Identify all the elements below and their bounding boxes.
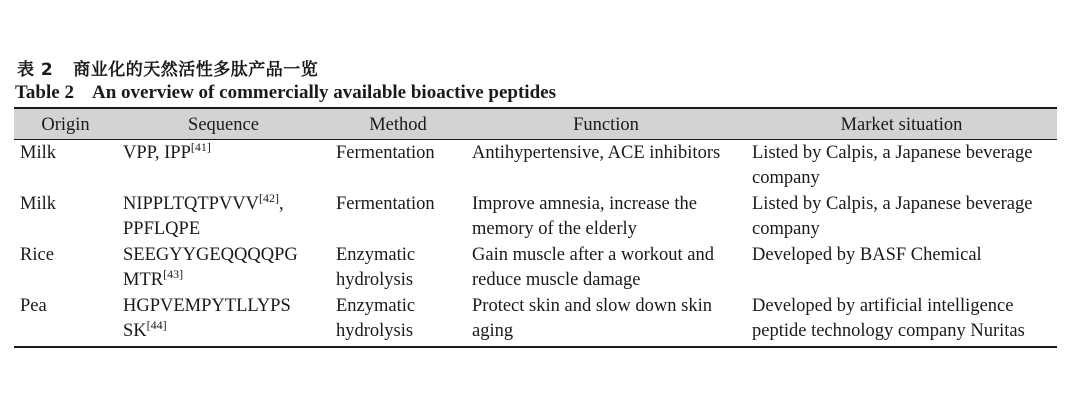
citation-ref: [41]: [190, 140, 211, 154]
caption-en-label: Table 2: [15, 82, 74, 103]
sequence-text: VPP, IPP: [123, 143, 191, 163]
caption-cn-text: 商业化的天然活性多肽产品一览: [73, 60, 319, 80]
cell-method: Fermentation: [336, 143, 435, 163]
cell-method: Enzymatic hydrolysis: [330, 293, 466, 347]
table-caption-chinese: [17, 55, 318, 80]
cell-method: Fermentation: [336, 194, 435, 214]
sequence-text: NIPPLTQTPVVV: [123, 194, 260, 214]
peptide-table: [14, 107, 1057, 348]
citation-ref: [44]: [146, 318, 167, 332]
cell-sequence: [117, 140, 330, 192]
header-market-situation: Market situation: [746, 108, 1057, 140]
cell-function: Antihypertensive, ACE inhibitors: [472, 143, 721, 163]
cell-sequence: [117, 293, 330, 347]
cell-market: Listed by Calpis, a Japanese beverage company: [752, 143, 1033, 188]
table-row: [14, 191, 1057, 242]
caption-cn-label: 表 2: [17, 60, 54, 80]
header-function: Function: [466, 108, 746, 140]
cell-method: Enzymatic hydrolysis: [336, 245, 416, 290]
table-header-row: [14, 108, 1057, 140]
sequence-text: HGPVEMPYTLLYPS: [123, 296, 291, 316]
header-origin: Origin: [14, 108, 117, 140]
cell-sequence: [117, 191, 330, 242]
cell-function: Gain muscle after a workout and reduce muscle damage: [472, 245, 714, 290]
table-row: [14, 293, 1057, 347]
sequence-text: MTR: [123, 270, 164, 290]
sequence-text: PPFLQPE: [123, 219, 201, 239]
cell-market: Developed by BASF Chemical: [752, 245, 982, 265]
header-method: Method: [330, 108, 466, 140]
sequence-text: SEEGYYGEQQQQPG: [123, 245, 298, 265]
header-sequence: Sequence: [117, 108, 330, 140]
cell-origin: Milk: [20, 194, 56, 214]
table-row: [14, 140, 1057, 192]
citation-ref: [43]: [163, 267, 184, 281]
cell-market: Developed by artificial intelligence peptide technology company Nuritas: [746, 293, 1057, 347]
cell-origin: Rice: [20, 245, 54, 265]
table-caption-english: [15, 82, 556, 104]
cell-origin: Pea: [14, 293, 117, 347]
cell-function: Protect skin and slow down skin aging: [466, 293, 746, 347]
sequence-separator: ,: [279, 194, 284, 214]
sequence-text: SK: [123, 321, 147, 341]
cell-sequence: [117, 242, 330, 293]
citation-ref: [42]: [259, 191, 280, 205]
cell-market: Listed by Calpis, a Japanese beverage company: [752, 194, 1033, 239]
table-row: [14, 242, 1057, 293]
cell-function: Improve amnesia, increase the memory of the elderly: [472, 194, 697, 239]
caption-en-text: An overview of commercially available bioactive peptides: [91, 82, 556, 103]
cell-origin: Milk: [20, 143, 56, 163]
